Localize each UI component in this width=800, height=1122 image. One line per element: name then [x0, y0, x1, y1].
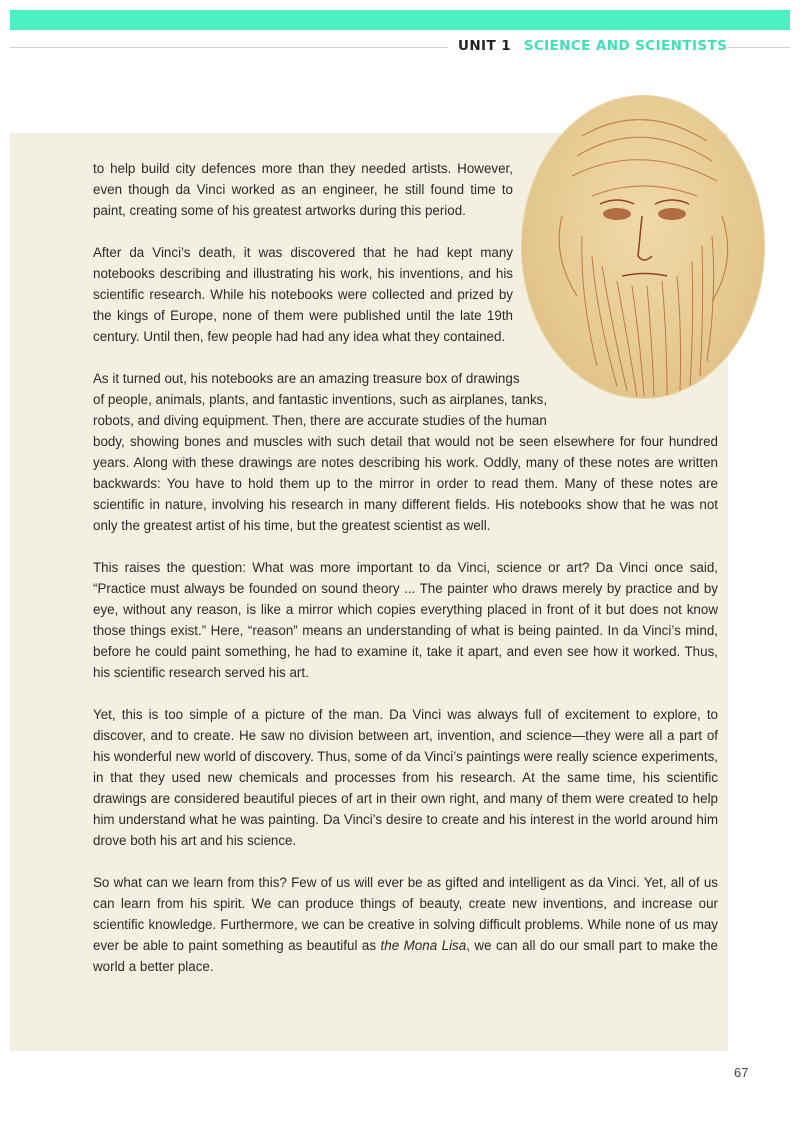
- paragraph-6: [93, 872, 718, 977]
- paragraph-6-part-1: So what can we learn from this? Few of us will ever be as gifted and intelligent as da Vinci. Yet, all of us can learn from his spirit. We can produce things of beauty, create new inventions, and increase our scientific knowledge. Furthermore, we can be creative in solving difficult problems. While none of us may ever be able to paint something as beautiful as: [93, 875, 718, 953]
- unit-label: UNIT 1: [458, 38, 511, 54]
- paragraph-3-line-2: of people, animals, plants, and fantastic inventions, such as airplanes, tanks,: [93, 392, 548, 407]
- paragraph-4: This raises the question: What was more important to da Vinci, science or art? Da Vinci once said, “Practice must always be founded on sound theory ... The painter who draws merely by practice and by eye, without any reason, is like a mirror which copies everything placed in front of it but does not know those things exist.” Here, “reason” means an understanding of what is being painted. In da Vinci’s mind, before he could paint something, he had to examine it, take it apart, and even see how it worked. Thus, his scientific research served his art.: [93, 560, 718, 680]
- mona-lisa-title: the Mona Lisa: [380, 938, 467, 953]
- paragraph-3-line-3: robots, and diving equipment. Then, there are accurate studies of the human: [93, 413, 547, 428]
- paragraph-3-line-1: As it turned out, his notebooks are an amazing treasure box of drawings: [93, 371, 520, 386]
- header-accent-bar: [10, 10, 790, 30]
- paragraph-2: After da Vinci’s death, it was discovered that he had kept many notebooks describing and illustrating his work, his inventions, and his scientific research. While his notebooks were collected and prized by the kings of Europe, none of them were published until the late 19th century. Until then, few people had had any idea what they contained.: [93, 245, 513, 344]
- article-body: [93, 158, 718, 998]
- page-number: 67: [734, 1065, 749, 1080]
- paragraph-1: to help build city defences more than they needed artists. However, even though da Vinci worked as an engineer, he still found time to paint, creating some of his greatest artworks during this period.: [93, 161, 513, 218]
- paragraph-6-part-2: , we can all do our small part to make the world a better place.: [93, 938, 718, 974]
- unit-header: [458, 38, 727, 54]
- header-rule-left: [10, 47, 448, 48]
- paragraph-5: Yet, this is too simple of a picture of the man. Da Vinci was always full of excitement to explore, to discover, and to create. He saw no division between art, invention, and science—they were all a part of his wonderful new world of discovery. Thus, some of da Vinci’s paintings were really science experiments, in that they used new chemicals and processes from his research. At the same time, his scientific drawings are considered beautiful pieces of art in their own right, and many of them were created to help him understand what he was painting. Da Vinci’s desire to create and his interest in the world around him drove both his art and his science.: [93, 707, 718, 848]
- unit-topic: SCIENCE AND SCIENTISTS: [523, 38, 728, 54]
- paragraph-3-rest: body, showing bones and muscles with such detail that would not be seen elsewhere for four hundred years. Along with these drawings are notes describing his work. Oddly, many of these notes are written backwards: You have to hold them up to the mirror in order to read them. Many of these notes are scientific in nature, involving his research in many different fields. His notebooks show that he was not only the greatest artist of his time, but the greatest scientist as well.: [93, 434, 718, 533]
- paragraph-3: [93, 368, 718, 536]
- header-rule-right: [728, 47, 790, 48]
